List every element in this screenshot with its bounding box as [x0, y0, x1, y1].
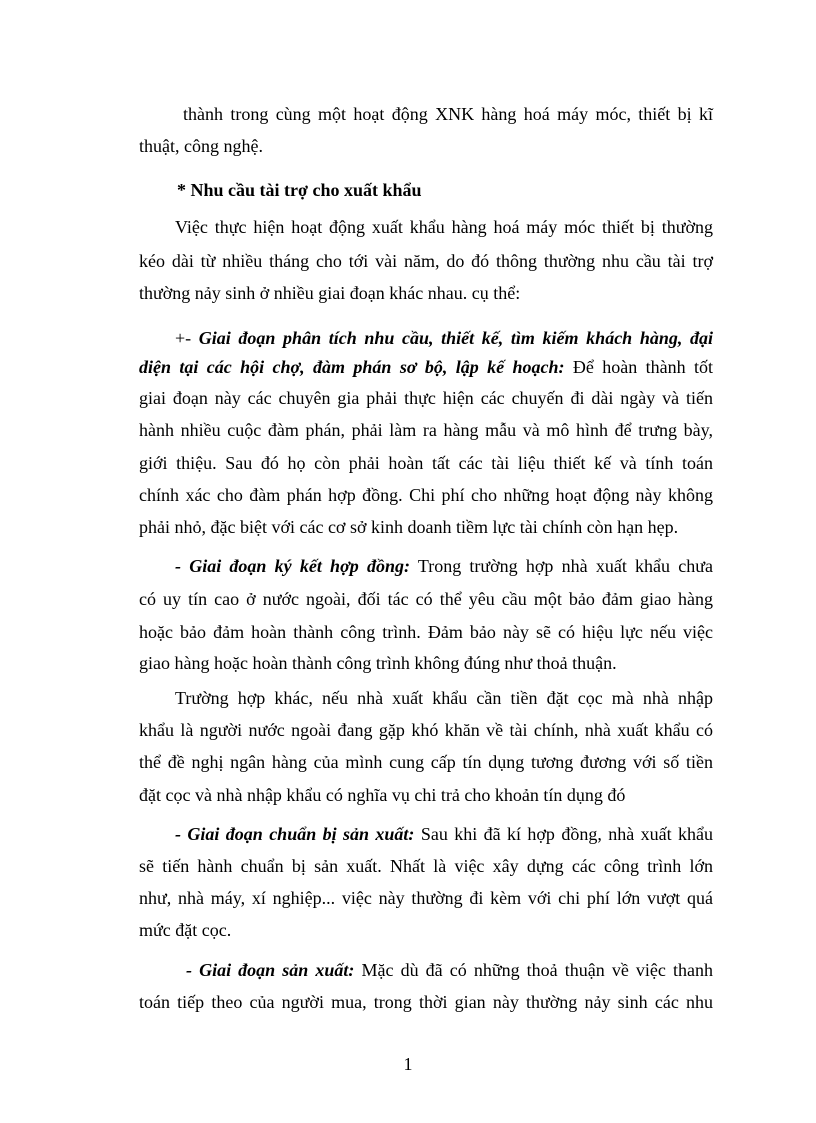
text-line — [175, 554, 713, 578]
text-span: giao hàng hoặc hoàn thành công trình không đúng như thoả thuận. — [139, 653, 617, 673]
text-span: Để hoàn thành tốt — [564, 357, 713, 377]
text-line — [139, 990, 713, 1014]
text-span: Việc thực hiện hoạt động xuất khẩu hàng hoá máy móc thiết bị thường — [175, 217, 713, 237]
text-span: kéo dài từ nhiều tháng cho tới vài năm, do đó thông thường nhu cầu tài trợ — [139, 251, 713, 271]
text-line — [139, 620, 713, 644]
text-line — [139, 281, 713, 305]
text-span: Mặc dù đã có những thoả thuận về việc thanh — [354, 960, 713, 980]
text-span: toán tiếp theo của người mua, trong thời gian này thường nảy sinh các nhu — [139, 992, 713, 1012]
text-line — [186, 958, 713, 982]
text-line — [139, 886, 713, 910]
page-number: 1 — [403, 1054, 413, 1074]
text-line — [175, 326, 713, 350]
text-span: giới thiệu. Sau đó họ còn phải hoàn tất các tài liệu thiết kế và tính toán — [139, 453, 713, 473]
text-span: sẽ tiến hành chuẩn bị sản xuất. Nhất là việc xây dựng các công trình lớn — [139, 856, 713, 876]
bold-italic-span: Giai đoạn phân tích nhu cầu, thiết kế, tìm kiếm khách hàng, đại — [198, 328, 713, 348]
text-span: +- — [175, 328, 199, 348]
text-line — [175, 822, 713, 846]
text-line — [175, 686, 713, 710]
text-line — [139, 854, 713, 878]
text-span: như, nhà máy, xí nghiệp... việc này thường đi kèm với chi phí lớn vượt quá — [139, 888, 713, 908]
text-line — [139, 483, 713, 507]
bold-italic-span: - Giai đoạn ký kết hợp đồng: — [175, 556, 410, 576]
text-span: mức đặt cọc. — [139, 920, 232, 940]
heading-text: * Nhu cầu tài trợ cho xuất khẩu — [177, 180, 422, 200]
text-span: Trường hợp khác, nếu nhà xuất khẩu cần tiền đặt cọc mà nhà nhập — [175, 688, 713, 708]
text-span: có uy tín cao ở nước ngoài, đối tác có thể yêu cầu một bảo đảm giao hàng — [139, 589, 713, 609]
bold-italic-span: - Giai đoạn chuẩn bị sản xuất: — [175, 824, 415, 844]
text-span: Sau khi đã kí hợp đồng, nhà xuất khẩu — [414, 824, 713, 844]
text-line — [139, 386, 713, 410]
text-line — [139, 783, 713, 807]
text-span: thể đề nghị ngân hàng của mình cung cấp tín dụng tương đương với số tiền — [139, 752, 713, 772]
text-span: thường nảy sinh ở nhiều giai đoạn khác nhau. cụ thể: — [139, 283, 521, 303]
bold-italic-span: - Giai đoạn sản xuất: — [186, 960, 355, 980]
text-line — [139, 418, 713, 442]
text-line — [183, 102, 713, 126]
text-line — [139, 355, 713, 379]
text-span: Trong trường hợp nhà xuất khẩu chưa — [409, 556, 713, 576]
text-span: chính xác cho đàm phán hợp đồng. Chi phí cho những hoạt động này không — [139, 485, 713, 505]
text-line — [139, 918, 713, 942]
text-line — [139, 587, 713, 611]
text-line — [139, 718, 713, 742]
section-heading — [177, 178, 713, 202]
text-span: phải nhỏ, đặc biệt với các cơ sở kinh doanh tiềm lực tài chính còn hạn hẹp. — [139, 517, 679, 537]
text-line — [175, 215, 713, 239]
text-span: hành nhiều cuộc đàm phán, phải làm ra hàng mẫu và mô hình để trưng bày, — [139, 420, 713, 440]
text-span: giai đoạn này các chuyên gia phải thực hiện các chuyến đi dài ngày và tiến — [139, 388, 713, 408]
text-line — [139, 134, 713, 158]
text-line — [139, 750, 713, 774]
text-span: khẩu là người nước ngoài đang gặp khó khăn về tài chính, nhà xuất khẩu có — [139, 720, 713, 740]
text-line — [139, 515, 713, 539]
text-span: hoặc bảo đảm hoàn thành công trình. Đảm bảo này sẽ có hiệu lực nếu việc — [139, 622, 713, 642]
text-span: thuật, công nghệ. — [139, 136, 263, 156]
text-line — [139, 651, 713, 675]
text-line — [139, 249, 713, 273]
text-span: thành trong cùng một hoạt động XNK hàng hoá máy móc, thiết bị kĩ — [183, 104, 713, 124]
text-line — [139, 451, 713, 475]
text-span: đặt cọc và nhà nhập khẩu có nghĩa vụ chi trả cho khoản tín dụng đó — [139, 785, 626, 805]
bold-italic-span: diện tại các hội chợ, đàm phán sơ bộ, lập kế hoạch: — [139, 357, 565, 377]
